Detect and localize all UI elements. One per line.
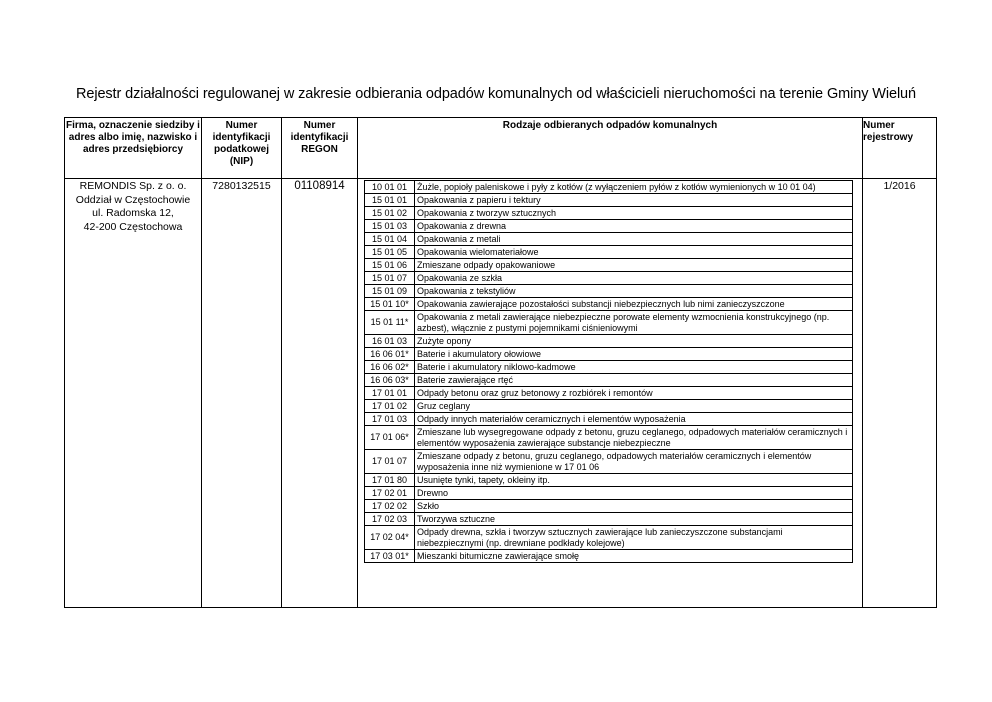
- header-row: [65, 118, 937, 179]
- waste-description: Opakowania ze szkła: [415, 272, 853, 285]
- waste-row: [365, 400, 853, 413]
- waste-row: [365, 207, 853, 220]
- waste-row: [365, 361, 853, 374]
- waste-row: [365, 259, 853, 272]
- waste-row: [365, 513, 853, 526]
- waste-row: [365, 413, 853, 426]
- waste-description: Baterie i akumulatory ołowiowe: [415, 348, 853, 361]
- waste-code: 15 01 09: [365, 285, 415, 298]
- register-table: [64, 117, 937, 608]
- waste-description: Baterie zawierające rtęć: [415, 374, 853, 387]
- waste-row: [365, 487, 853, 500]
- waste-description: Opakowania wielomateriałowe: [415, 246, 853, 259]
- header-regon: Numer identyfikacji REGON: [282, 118, 358, 179]
- waste-row: [365, 348, 853, 361]
- waste-description: Drewno: [415, 487, 853, 500]
- waste-row: [365, 272, 853, 285]
- waste-code: 15 01 07: [365, 272, 415, 285]
- page-title: Rejestr działalności regulowanej w zakresie odbierania odpadów komunalnych od właścicieli nieruchomości na terenie Gminy Wieluń: [75, 86, 916, 102]
- waste-row: [365, 246, 853, 259]
- waste-code: 17 01 06*: [365, 426, 415, 450]
- waste-code: 17 03 01*: [365, 550, 415, 563]
- waste-row: [365, 526, 853, 550]
- header-waste-types: Rodzaje odbieranych odpadów komunalnych: [358, 118, 863, 179]
- waste-row: [365, 194, 853, 207]
- waste-code: 17 02 01: [365, 487, 415, 500]
- waste-code: 17 02 02: [365, 500, 415, 513]
- waste-code: 17 01 80: [365, 474, 415, 487]
- waste-code: 17 02 03: [365, 513, 415, 526]
- table-row: [65, 179, 937, 608]
- waste-description: Odpady drewna, szkła i tworzyw sztucznych zawierające lub zanieczyszczone substancjami niebezpiecznymi (np. drewniane podkłady kolejowe): [415, 526, 853, 550]
- firm-line: REMONDIS Sp. z o. o.: [79, 180, 187, 192]
- waste-description: Tworzywa sztuczne: [415, 513, 853, 526]
- header-register-number: Numer rejestrowy: [863, 118, 937, 179]
- waste-description: Zmieszane odpady opakowaniowe: [415, 259, 853, 272]
- waste-code: 15 01 01: [365, 194, 415, 207]
- register-number-cell: 1/2016: [863, 179, 937, 608]
- waste-description: Opakowania z tekstyliów: [415, 285, 853, 298]
- waste-code: 16 01 03: [365, 335, 415, 348]
- waste-code: 15 01 10*: [365, 298, 415, 311]
- waste-description: Opakowania z tworzyw sztucznych: [415, 207, 853, 220]
- waste-codes-table: [364, 180, 853, 563]
- waste-description: Zmieszane odpady z betonu, gruzu ceglanego, odpadowych materiałów ceramicznych i elementów wyposażenia inne niż wymienione w 17 01 06: [415, 450, 853, 474]
- waste-row: [365, 426, 853, 450]
- waste-row: [365, 181, 853, 194]
- waste-code: 16 06 03*: [365, 374, 415, 387]
- waste-cell: [358, 179, 863, 608]
- waste-code: 17 01 07: [365, 450, 415, 474]
- waste-description: Odpady innych materiałów ceramicznych i elementów wyposażenia: [415, 413, 853, 426]
- firm-line: ul. Radomska 12,: [92, 207, 174, 219]
- waste-description: Zmieszane lub wysegregowane odpady z betonu, gruzu ceglanego, odpadowych materiałów ceramicznych i elementów wyposażenia zawierające substancje niebezpieczne: [415, 426, 853, 450]
- waste-row: [365, 335, 853, 348]
- waste-description: Mieszanki bitumiczne zawierające smołę: [415, 550, 853, 563]
- waste-description: Opakowania z drewna: [415, 220, 853, 233]
- waste-description: Usunięte tynki, tapety, okleiny itp.: [415, 474, 853, 487]
- waste-description: Żużle, popioły paleniskowe i pyły z kotłów (z wyłączeniem pyłów z kotłów wymienionych w 10 01 04): [415, 181, 853, 194]
- waste-description: Szkło: [415, 500, 853, 513]
- waste-code: 15 01 06: [365, 259, 415, 272]
- waste-description: Opakowania zawierające pozostałości substancji niebezpiecznych lub nimi zanieczyszczone: [415, 298, 853, 311]
- header-firm: Firma, oznaczenie siedziby i adres albo imię, nazwisko i adres przedsiębiorcy: [65, 118, 202, 179]
- waste-row: [365, 550, 853, 563]
- waste-row: [365, 500, 853, 513]
- waste-row: [365, 285, 853, 298]
- waste-description: Opakowania z metali: [415, 233, 853, 246]
- waste-code: 17 01 02: [365, 400, 415, 413]
- waste-row: [365, 311, 853, 335]
- waste-description: Gruz ceglany: [415, 400, 853, 413]
- waste-code: 16 06 02*: [365, 361, 415, 374]
- waste-row: [365, 474, 853, 487]
- waste-row: [365, 450, 853, 474]
- waste-description: Zużyte opony: [415, 335, 853, 348]
- firm-line: Oddział w Częstochowie: [75, 193, 191, 206]
- waste-row: [365, 233, 853, 246]
- waste-row: [365, 374, 853, 387]
- waste-code: 15 01 04: [365, 233, 415, 246]
- waste-code: 17 01 03: [365, 413, 415, 426]
- waste-code: 17 02 04*: [365, 526, 415, 550]
- waste-code: 15 01 03: [365, 220, 415, 233]
- waste-row: [365, 298, 853, 311]
- nip-cell: 7280132515: [202, 179, 282, 608]
- firm-line: 42-200 Częstochowa: [83, 220, 183, 233]
- waste-row: [365, 387, 853, 400]
- waste-description: Opakowania z papieru i tektury: [415, 194, 853, 207]
- waste-description: Baterie i akumulatory niklowo-kadmowe: [415, 361, 853, 374]
- regon-cell: 01108914: [282, 179, 358, 608]
- waste-row: [365, 220, 853, 233]
- waste-code: 16 06 01*: [365, 348, 415, 361]
- waste-code: 15 01 02: [365, 207, 415, 220]
- header-nip: Numer identyfikacji podatkowej (NIP): [202, 118, 282, 179]
- waste-description: Opakowania z metali zawierające niebezpieczne porowate elementy wzmocnienia konstrukcyjnego (np. azbest), włącznie z pustymi pojemnikami ciśnieniowymi: [415, 311, 853, 335]
- waste-code: 10 01 01: [365, 181, 415, 194]
- waste-code: 15 01 05: [365, 246, 415, 259]
- waste-code: 17 01 01: [365, 387, 415, 400]
- firm-cell: [65, 179, 202, 608]
- waste-code: 15 01 11*: [365, 311, 415, 335]
- waste-description: Odpady betonu oraz gruz betonowy z rozbiórek i remontów: [415, 387, 853, 400]
